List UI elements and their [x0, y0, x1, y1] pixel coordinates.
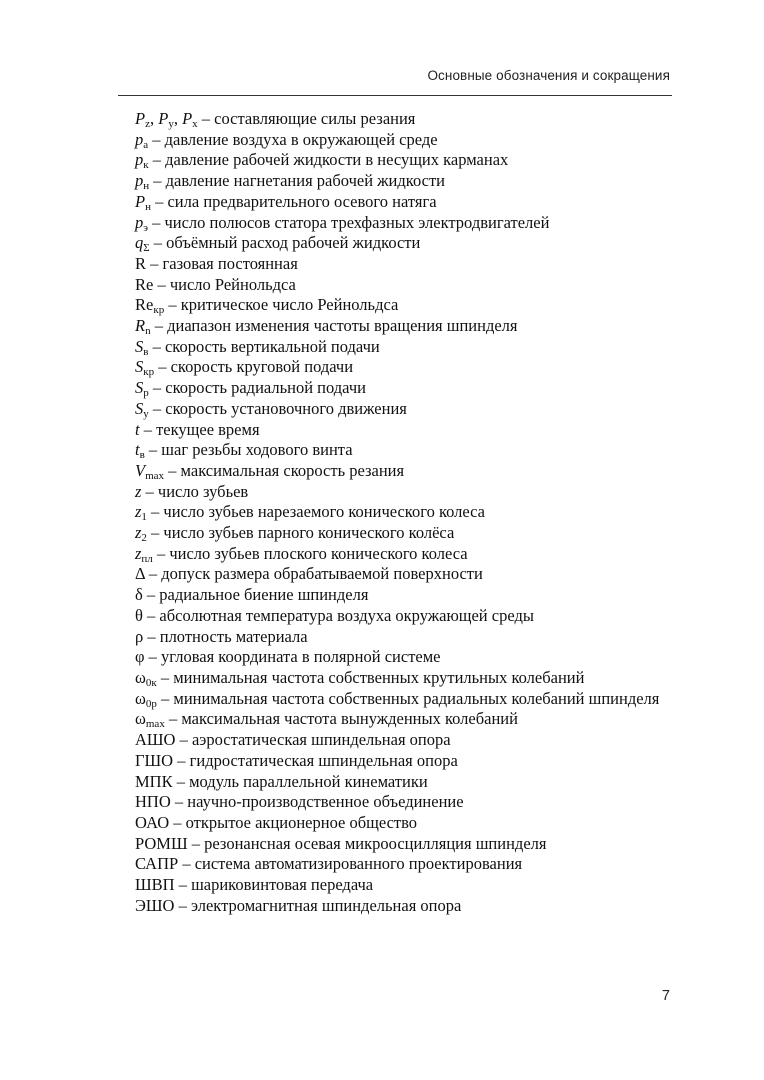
notation-entry [118, 254, 672, 275]
entry-definition: – модуль параллельной кинематики [172, 771, 428, 791]
notation-entry [118, 689, 672, 710]
entry-symbol: Δ [135, 564, 145, 584]
entry-definition: – составляющие силы резания [197, 109, 416, 128]
entry-definition: – абсолютная температура воздуха окружающей среды [142, 605, 534, 625]
entry-symbol: $S_у$ [135, 398, 149, 420]
entry-definition: – объёмный расход рабочей жидкости [149, 233, 421, 253]
entry-definition: – научно-производственное объединение [170, 792, 464, 812]
notation-entry [118, 585, 672, 606]
entry-symbol: $q_\Sigma$ [135, 233, 150, 255]
entry-definition: – число зубьев [141, 481, 249, 501]
entry-definition: – аэростатическая шпиндельная опора [175, 730, 451, 750]
notation-entry [118, 896, 672, 917]
entry-symbol: δ [135, 585, 143, 605]
entry-symbol: РОМШ [135, 833, 188, 853]
notation-entry [118, 854, 672, 875]
notation-entry [118, 192, 672, 213]
notation-entry [118, 668, 672, 689]
notation-entry [118, 627, 672, 648]
entry-definition: – сила предварительного осевого натяга [150, 191, 437, 211]
entry-definition: – скорость вертикальной подачи [148, 336, 380, 356]
entry-symbol: $Re_{кр}$ [135, 295, 165, 317]
entry-symbol: НПО [135, 792, 171, 812]
entry-symbol: $\omega_{max}$ [135, 709, 165, 731]
entry-symbol: МПК [135, 771, 173, 791]
entry-definition: – система автоматизированного проектирования [178, 854, 523, 874]
notation-entry [118, 399, 672, 420]
entry-definition: – минимальная частота собственных крутильных колебаний [156, 667, 585, 687]
entry-definition: – максимальная частота вынужденных колебаний [164, 709, 518, 729]
notation-entry [118, 316, 672, 337]
notation-entry [118, 502, 672, 523]
entry-symbol: $\omega_{0к}$ [135, 667, 157, 689]
entry-definition: – число полюсов статора трехфазных электродвигателей [147, 212, 550, 232]
entry-symbol: $z_{пл}$ [135, 543, 153, 565]
entry-definition: – газовая постоянная [146, 253, 298, 273]
entry-definition: – минимальная частота собственных радиальных колебаний шпинделя [156, 688, 660, 708]
notation-entry [118, 357, 672, 378]
page-number: 7 [661, 988, 670, 1004]
entry-symbol: $S_{кр}$ [135, 357, 155, 379]
notation-entry [118, 440, 672, 461]
entry-definition: – число Рейнольдса [153, 274, 296, 294]
notation-entry [118, 647, 672, 668]
entry-symbol: t [135, 419, 140, 439]
entry-definition: – текущее время [139, 419, 260, 439]
entry-symbol: $z_1$ [135, 502, 147, 524]
notation-entry [118, 378, 672, 399]
entry-symbol: $z_2$ [135, 523, 147, 545]
entry-symbol: Re [135, 274, 154, 294]
notation-entry [118, 792, 672, 813]
entry-definition: – плотность материала [143, 626, 308, 646]
entry-symbol: $R_n$ [135, 316, 151, 338]
notation-entry [118, 461, 672, 482]
entry-symbol: АШО [135, 730, 176, 750]
entry-symbol: $V_{max}$ [135, 460, 165, 482]
entry-definition: – радиальное биение шпинделя [142, 585, 369, 605]
entry-symbol: $t_в$ [135, 440, 145, 462]
entry-symbol: ОАО [135, 812, 170, 832]
notation-entry [118, 482, 672, 503]
header-rule [118, 95, 672, 96]
entry-definition: – число зубьев плоского конического колеса [152, 543, 468, 563]
entry-definition: – скорость радиальной подачи [148, 378, 366, 398]
entry-definition: – шаг резьбы ходового винта [144, 440, 353, 460]
entry-symbol: z [135, 481, 142, 501]
notation-entry [118, 751, 672, 772]
notation-entry [118, 213, 672, 234]
entry-symbol: $S_р$ [135, 378, 149, 400]
entry-definition: – шариковинтовая передача [174, 875, 374, 895]
entry-symbol: $p_н$ [135, 171, 150, 193]
entry-definition: – диапазон изменения частоты вращения шпинделя [150, 316, 518, 336]
entry-symbol: ρ [135, 626, 144, 646]
entry-symbol: $p_э$ [135, 212, 148, 234]
entry-symbol: $P_н$ [135, 191, 151, 213]
entry-definition: – максимальная скорость резания [164, 460, 405, 480]
notation-entry [118, 772, 672, 793]
entry-definition: – допуск размера обрабатываемой поверхности [144, 564, 483, 584]
entry-definition: – давление рабочей жидкости в несущих карманах [148, 150, 509, 170]
notation-entry [118, 420, 672, 441]
notation-entry [118, 813, 672, 834]
entry-symbol: φ [135, 647, 145, 667]
entry-symbol: θ [135, 605, 143, 625]
notation-entry [118, 150, 672, 171]
entry-definition: – скорость установочного движения [148, 398, 407, 418]
notation-entry [118, 544, 672, 565]
entry-definition: – число зубьев нарезаемого конического колеса [146, 502, 485, 522]
running-header: Основные обозначения и сокращения [427, 68, 670, 83]
entry-definition: – скорость круговой подачи [154, 357, 354, 377]
notation-entry [118, 709, 672, 730]
entry-symbol: ГШО [135, 750, 174, 770]
entry-symbol: $p_а$ [135, 129, 149, 151]
entry-definition: – гидростатическая шпиндельная опора [173, 750, 458, 770]
notation-entry [118, 337, 672, 358]
entry-symbol: $S_в$ [135, 336, 149, 358]
entry-symbol: $P_z$ [135, 109, 150, 130]
notation-entry [118, 834, 672, 855]
entry-definition: – критическое число Рейнольдса [164, 295, 399, 315]
notation-entry [118, 730, 672, 751]
notation-entry [118, 275, 672, 296]
notation-entry [118, 233, 672, 254]
notation-entry [118, 606, 672, 627]
entry-definition: – угловая координата в полярной системе [144, 647, 441, 667]
notation-entry [118, 564, 672, 585]
notation-entry [118, 875, 672, 896]
entry-symbol: $P_x$ [182, 109, 198, 130]
entry-symbol: $p_к$ [135, 150, 149, 172]
entry-definition: – открытое акционерное общество [169, 812, 418, 832]
entry-symbol: R [135, 253, 147, 273]
entry-definition: – давление нагнетания рабочей жидкости [149, 171, 445, 191]
notation-entry [118, 295, 672, 316]
notation-entry [118, 130, 672, 151]
entry-definition: – давление воздуха в окружающей среде [148, 129, 438, 149]
entry-definition: – число зубьев парного конического колёса [146, 523, 455, 543]
notation-entry [118, 171, 672, 192]
entry-symbol: ШВП [135, 875, 175, 895]
entry-definition: – резонансная осевая микроосцилляция шпинделя [187, 833, 547, 853]
entry-symbol: САПР [135, 854, 179, 874]
entry-definition: – электромагнитная шпиндельная опора [174, 895, 462, 915]
entry-symbol: $\omega_{0р}$ [135, 688, 157, 710]
notation-entry [118, 523, 672, 544]
notation-list [118, 109, 672, 916]
entry-symbol: $P_y$ [158, 109, 174, 130]
notation-entry: $P_z$, $P_y$, $P_x$ – составляющие силы резания [135, 109, 416, 130]
entry-symbol: ЭШО [135, 895, 175, 915]
